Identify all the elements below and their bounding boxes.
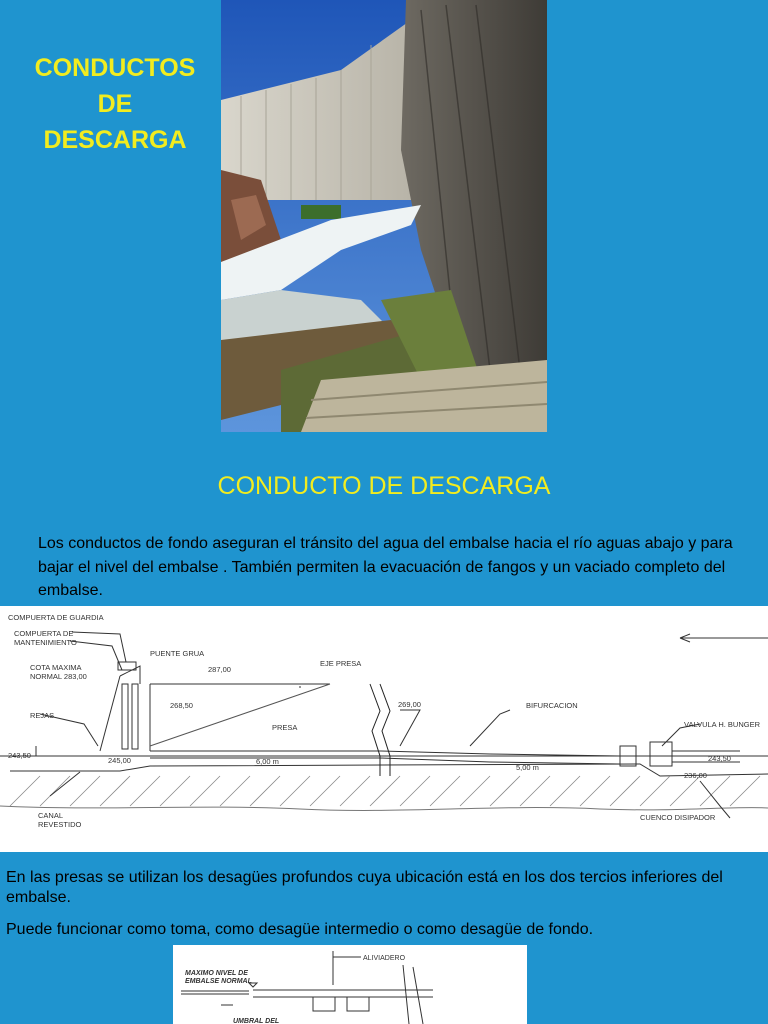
label-aliviadero: ALIVIADERO	[363, 955, 406, 962]
label-compuerta-mant-2: MANTENIMIENTO	[14, 638, 77, 647]
label-elev-245: 245,00	[108, 756, 131, 765]
label-puente-grua: PUENTE GRUA	[150, 649, 205, 658]
lower-text-block	[6, 868, 766, 952]
outlet-conduit-diagram	[0, 606, 768, 852]
intake-diagram	[173, 945, 527, 1024]
label-elev-287: 287,00	[208, 665, 231, 674]
label-valvula: VALVULA H. BUNGER	[684, 720, 760, 729]
label-bifurcacion: BIFURCACION	[526, 701, 578, 710]
label-dim-5: 5,00 m	[516, 763, 539, 772]
intro-paragraph: Los conductos de fondo aseguran el tránsito del agua del embalse hacia el río aguas abajo y para bajar el nivel del embalse . También permiten la evacuación de fangos y un vaciado completo del embalse.	[38, 535, 733, 599]
title-line-2: DE	[97, 90, 133, 118]
label-elev-243-left: 243,50	[8, 751, 31, 760]
label-cota-maxima-2: NORMAL 283,00	[30, 672, 87, 681]
section-heading: CONDUCTO DE DESCARGA	[217, 472, 551, 500]
label-maximo-1: MAXIMO NIVEL DE	[185, 970, 248, 977]
label-elev-236: 236,00	[684, 771, 707, 780]
label-rejas: REJAS	[30, 711, 55, 720]
lower-paragraph-1: En las presas se utilizan los desagües profundos cuya ubicación está en los dos tercios inferiores del embalse.	[6, 869, 723, 906]
label-elev-268: 268,50	[170, 701, 193, 710]
label-compuerta-mant-1: COMPUERTA DE	[14, 629, 74, 638]
label-cota-maxima-1: COTA MAXIMA	[30, 663, 82, 672]
dam-photo	[221, 0, 547, 432]
label-canal-2: REVESTIDO	[38, 820, 82, 829]
label-elev-269: 269,00	[398, 700, 421, 709]
title-line-3: DESCARGA	[43, 126, 187, 154]
label-canal-1: CANAL	[38, 811, 64, 820]
slide-title	[26, 50, 204, 158]
label-maximo-2: EMBALSE NORMAL	[185, 978, 252, 985]
label-compuerta-guardia: COMPUERTA DE GUARDIA	[8, 613, 104, 622]
label-umbral: UMBRAL DEL	[233, 1018, 280, 1024]
title-line-1: CONDUCTOS	[34, 54, 196, 82]
lower-paragraph-2: Puede funcionar como toma, como desagüe intermedio o como desagüe de fondo.	[6, 921, 594, 938]
label-dim-6: 6,00 m	[256, 757, 279, 766]
label-presa: PRESA	[272, 723, 298, 732]
label-elev-243-right: 243,50	[708, 754, 731, 763]
label-eje-presa: EJE PRESA	[320, 659, 362, 668]
label-cuenco: CUENCO DISIPADOR	[640, 813, 716, 822]
